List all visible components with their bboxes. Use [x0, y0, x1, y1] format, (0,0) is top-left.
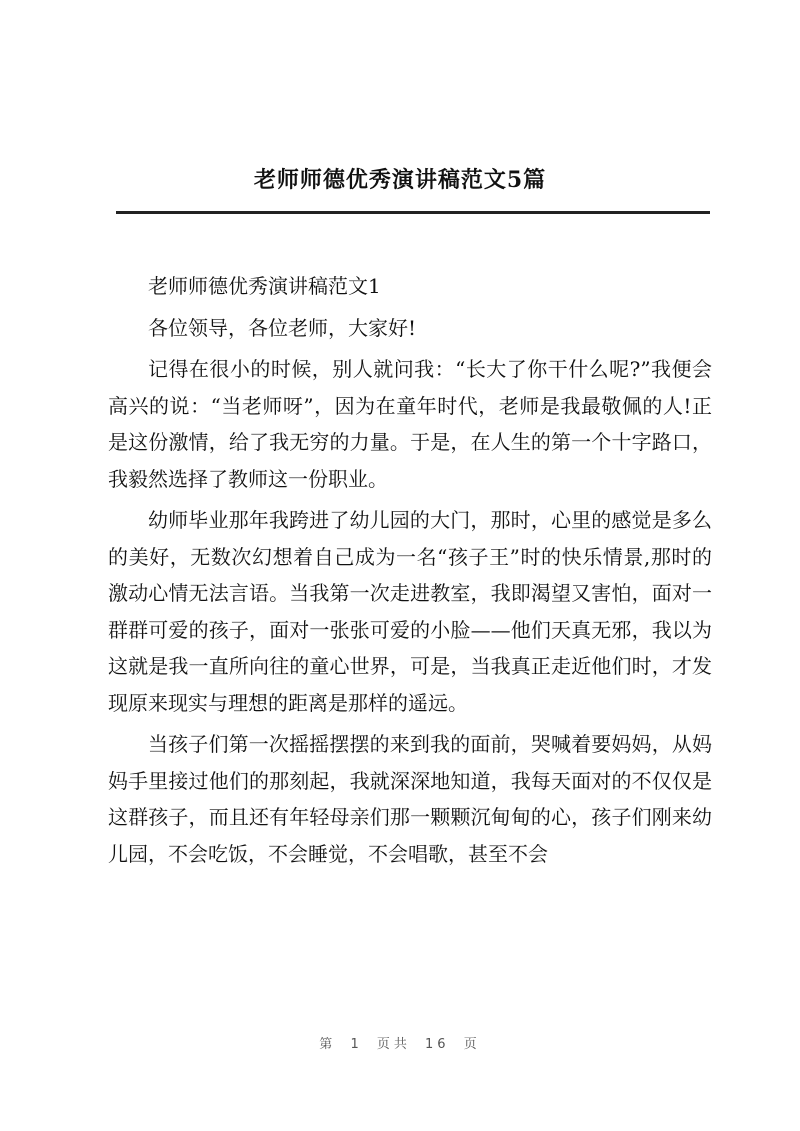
- footer-of-label: 页共: [376, 1037, 411, 1052]
- footer-current-page: 1: [350, 1037, 363, 1052]
- body-paragraph: 当孩子们第一次摇摇摆摆的来到我的面前，哭喊着要妈妈，从妈妈手里接过他们的那刻起，我就深深地知道，我每天面对的不仅仅是这群孩子，而且还有年轻母亲们那一颗颗沉甸甸的心，孩子们刚来幼儿园，不会吃饭，不会睡觉，不会唱歌，甚至不会: [108, 732, 712, 866]
- title-divider: [116, 211, 710, 214]
- footer-page-label: 第: [319, 1037, 337, 1052]
- footer-total-pages: 16: [425, 1037, 450, 1052]
- page-footer: [0, 1033, 800, 1052]
- section-heading: 老师师德优秀演讲稿范文1: [148, 274, 381, 298]
- greeting-paragraph: 各位领导，各位老师，大家好!: [148, 315, 417, 340]
- document-title: 老师师德优秀演讲稿范文5篇: [253, 167, 547, 193]
- document-body: [108, 268, 712, 877]
- body-paragraph: 幼师毕业那年我跨进了幼儿园的大门，那时，心里的感觉是多么的美好，无数次幻想着自己成为一名“孩子王”时的快乐情景,那时的激动心情无法言语。当我第一次走进教室，我即渴望又害怕，面对一群群可爱的孩子，面对一张张可爱的小脸——他们天真无邪，我以为这就是我一直所向往的童心世界，可是，当我真正走近他们时，才发现原来现实与理想的距离是那样的遥远。: [108, 508, 712, 715]
- body-paragraph: 记得在很小的时候，别人就问我：“长大了你干什么呢?”我便会高兴的说：“当老师呀”，因为在童年时代，老师是我最敬佩的人!正是这份激情，给了我无穷的力量。于是，在人生的第一个十字路口，我毅然选择了教师这一份职业。: [108, 357, 712, 491]
- footer-end-label: 页: [463, 1037, 481, 1052]
